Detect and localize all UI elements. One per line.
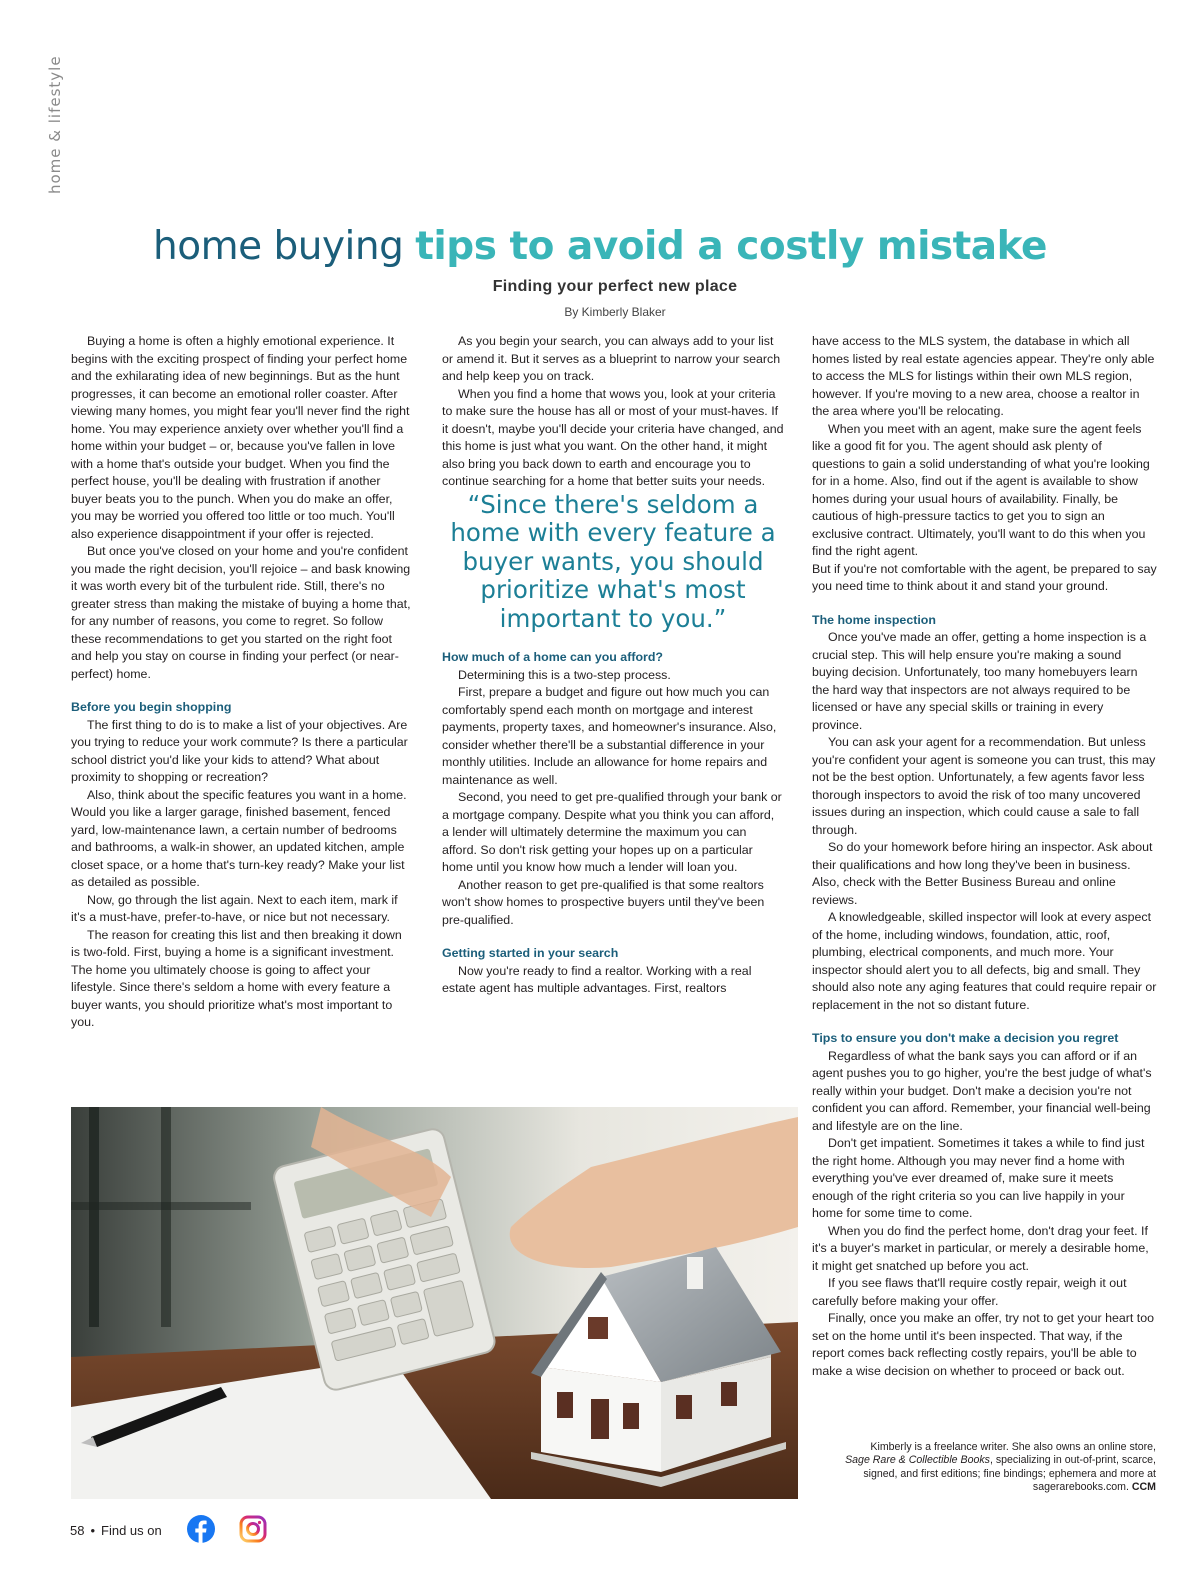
byline: By Kimberly Blaker	[564, 305, 666, 319]
store-name: Sage Rare & Collectible Books	[845, 1454, 990, 1467]
paragraph: have access to the MLS system, the database in which all homes listed by real estate agencies appear. They're only able to access the MLS for listings within their own MLS region, however. If you're moving to a new area, choose a realtor in the area where you'll be relocating.	[812, 334, 1155, 418]
paragraph: But once you've closed on your home and you're confident you made the right decision, you'll rejoice – and bask knowing it was worth every bit of the turbulent ride. Still, there's no greater stress than making the mistake of buying a home that, for any number of reasons, you come to regret. So follow these recommendations to get you started on the right foot and help you stay on course in finding your perfect (or near-perfect) home.	[71, 544, 411, 681]
paragraph: When you do find the perfect home, don't drag your feet. If it's a buyer's market in particular, or merely a desirable home, it might get snatched up before you act.	[812, 1223, 1149, 1273]
paragraph: First, prepare a budget and figure out how much you can comfortably spend each month on mortgage and interest payments, property taxes, and homeowner's insurance. Also, consider whether there'll be a substantial difference in your monthly utilities. Include an allowance for home repairs and maintenance as well.	[442, 685, 777, 787]
column-2	[442, 333, 784, 998]
paragraph: If you see flaws that'll require costly repair, weigh it out carefully before making your offer.	[812, 1276, 1127, 1308]
section-tag	[36, 55, 76, 200]
article-title	[0, 224, 1200, 269]
author-credit	[800, 1441, 1156, 1495]
paragraph: Determining this is a two-step process.	[458, 667, 671, 682]
section-tag-text: home & lifestyle	[46, 55, 64, 194]
footer-bullet: •	[90, 1522, 96, 1538]
paragraph: Regardless of what the bank says you can afford or if an agent pushes you to go higher, you're the best judge of what's really within your budget. Don't make a decision you're not confident you can afford. Remember, your financial well-being and lifestyle are on the line.	[812, 1048, 1152, 1133]
paragraph: Another reason to get pre-qualified is that some realtors won't show homes to prospective buyers until they've been pre-qualified.	[442, 877, 765, 927]
paragraph: So do your homework before hiring an inspector. Ask about their qualifications and how long they've been in business. Also, check with the Better Business Bureau and online reviews.	[812, 840, 1153, 907]
paragraph: The reason for creating this list and then breaking it down is two-fold. First, buying a home is a significant investment. The home you ultimately choose is going to affect your lifestyle. Since there's seldom a home with every feature a buyer wants, you should prioritize what's most important to you.	[71, 927, 402, 1029]
section-heading: Tips to ensure you don't make a decision you regret	[812, 1031, 1119, 1045]
paragraph: Buying a home is often a highly emotional experience. It begins with the exciting prospect of finding your perfect home and the exhilarating idea of new beginnings. But as the hunt progresses, it can become an emotional roller coaster. After viewing many homes, you might fear you'll never find the right home. You may experience anxiety over whether you'll find a home within your budget – or, because you've fallen in love with a home that's outside your budget. When you find the perfect house, you'll be dealing with frustration if another buyer beats you to the punch. When you do make an offer, you may be worried you offered too little or too much. You'll also experience disappointment if your offer is rejected.	[71, 334, 410, 541]
credit-url: sagerarebooks.com.	[1032, 1481, 1129, 1494]
section-heading: Before you begin shopping	[71, 700, 232, 714]
pull-quote: “Since there's seldom a home with every feature a buyer wants, you should prioritize what's most important to you.”	[450, 489, 776, 633]
credit-line: signed, and first editions; fine bindings; ephemera and more at	[863, 1467, 1156, 1480]
section-heading: Getting started in your search	[442, 946, 619, 960]
page-number: 58	[70, 1522, 85, 1538]
credit-line: Kimberly is a freelance writer. She also owns an online store,	[870, 1441, 1156, 1453]
paragraph: Finally, once you make an offer, try not to get your heart too set on the home until it's been inspected. That way, if the report comes back reflecting costly repairs, you'll be able to make a wise decision on whether to proceed or back out.	[812, 1311, 1155, 1378]
column-1	[71, 333, 413, 1032]
article-subtitle: Finding your perfect new place	[492, 278, 738, 295]
paragraph: The first thing to do is to make a list of your objectives. Are you trying to reduce your work commute? Is there a particular school district you'd like your kids to attend? What about proximity to shopping or recreation?	[71, 717, 408, 784]
section-heading: The home inspection	[812, 612, 936, 627]
credit-line: , specializing in out-of-print, scarce,	[989, 1454, 1156, 1467]
paragraph: Once you've made an offer, getting a home inspection is a crucial step. This will help ensure you're making a sound buying decision. Unfortunately, too many homebuyers learn the hard way that inspectors are not always required to be licensed or have any special skills or training in every province.	[812, 630, 1147, 732]
title-part-2: tips to avoid a costly mistake	[415, 224, 1047, 269]
find-us-label: Find us on	[101, 1522, 162, 1538]
paragraph: As you begin your search, you can always add to your list or amend it. But it serves as a blueprint to narrow your search and help keep you on track.	[442, 334, 781, 383]
paragraph: You can ask your agent for a recommendation. But unless you're confident your agent is someone you can trust, this may not be the best option. Unfortunately, a few agents favor less thorough inspectors to avoid the risk of too many uncovered issues during an inspection, which could cause a sale to fall through.	[812, 735, 1156, 837]
paragraph: Now you're ready to find a realtor. Working with a real estate agent has multiple advantages. First, realtors	[442, 963, 752, 995]
column-3	[812, 333, 1157, 1380]
paragraph: A knowledgeable, skilled inspector will look at every aspect of the home, including windows, foundation, attic, roof, plumbing, electrical components, and much more. Your inspector should alert you to all defects, big and small. They should also note any aging features that could require repair or replacement in the not so distant future.	[812, 910, 1157, 1012]
ccm-mark: CCM	[1131, 1481, 1156, 1494]
paragraph: But if you're not comfortable with the agent, be prepared to say you need time to think about it and stand your ground.	[812, 561, 1157, 593]
paragraph: Second, you need to get pre-qualified through your bank or a mortgage company. Despite what you think you can afford, a lender will ultimately determine the maximum you can afford. So don't risk getting your hopes up on a particular home until you know how much a lender will loan you.	[442, 790, 782, 874]
paragraph: Don't get impatient. Sometimes it takes a while to find just the right home. Although you may never find a home with everything you've ever dreamed of, make sure it meets enough of the right criteria so you can live happily in your home for some time to come.	[812, 1136, 1145, 1220]
paragraph: When you meet with an agent, make sure the agent feels like a good fit for you. The agent should ask plenty of questions to gain a solid understanding of what you're looking for in a home. Also, find out if the agent is available to show homes during your usual hours of availability. Finally, be cautious of high-pressure tactics to get you to sign an exclusive contract. Ultimately, you'll want to do this when you find the right agent.	[812, 421, 1150, 558]
paragraph: When you find a home that wows you, look at your criteria to make sure the house has all or most of your must-haves. If it doesn't, maybe you'll decide your criteria have changed, and this home is just what you want. On the other hand, it might also bring you back down to earth and encourage you to continue searching for a home that better suits your needs.	[442, 386, 784, 488]
page-footer	[70, 1515, 162, 1545]
facebook-icon[interactable]	[187, 1515, 215, 1543]
paragraph: Also, think about the specific features you want in a home. Would you like a larger garage, finished basement, fenced yard, low-maintenance lawn, a certain number of bedrooms and bathrooms, a walk-in shower, an updated kitchen, ample closet space, or a home that's turn-key ready? Make your list as detailed as possible.	[71, 787, 407, 889]
instagram-icon[interactable]	[239, 1515, 267, 1543]
house-calculator-illustration	[71, 1107, 798, 1499]
paragraph: Now, go through the list again. Next to each item, mark if it's a must-have, prefer-to-have, or nice but not necessary.	[71, 892, 398, 924]
article-photo	[71, 1107, 798, 1499]
title-part-1: home buying	[153, 224, 404, 269]
section-heading: How much of a home can you afford?	[442, 650, 663, 664]
